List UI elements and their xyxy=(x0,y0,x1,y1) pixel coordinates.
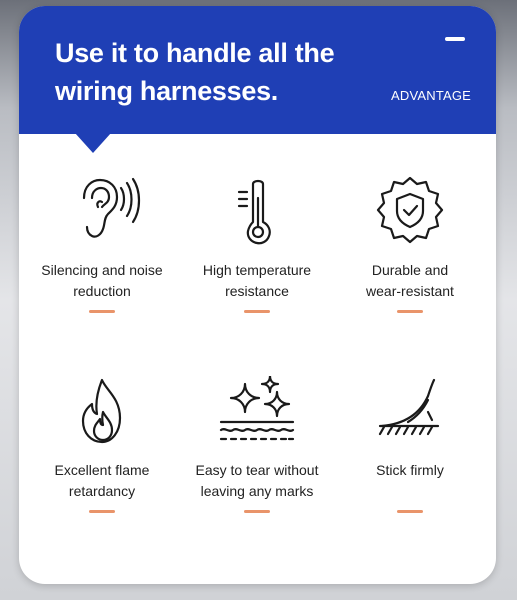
feature-label xyxy=(177,260,337,302)
minus-icon xyxy=(445,37,465,41)
shield-badge-icon xyxy=(370,176,450,248)
feature-easy-tear xyxy=(177,376,337,513)
thermometer-icon xyxy=(217,176,297,248)
feature-high-temperature xyxy=(177,176,337,313)
header-banner xyxy=(19,6,496,134)
advantage-tag: ADVANTAGE xyxy=(391,88,472,103)
feature-label xyxy=(330,260,490,302)
feature-label xyxy=(177,460,337,502)
page-title xyxy=(55,34,355,110)
feature-label-line1: High temperature xyxy=(202,262,312,278)
accent-dash xyxy=(397,310,423,313)
header-pointer xyxy=(75,133,111,153)
accent-dash xyxy=(89,510,115,513)
feature-label-line2: reduction xyxy=(73,283,131,299)
adhesion-icon xyxy=(370,376,450,448)
feature-label-line2: resistance xyxy=(225,283,289,299)
flame-icon xyxy=(62,376,142,448)
accent-dash xyxy=(244,310,270,313)
feature-stick-firmly xyxy=(330,376,490,513)
feature-durable xyxy=(330,176,490,313)
feature-label-line2: leaving any marks xyxy=(200,483,314,499)
feature-label-line1: Durable and xyxy=(371,262,449,278)
feature-silencing xyxy=(22,176,182,313)
title-line-1: Use it to handle all the xyxy=(55,38,335,68)
feature-label-line2: retardancy xyxy=(68,483,136,499)
sparkle-surface-icon xyxy=(217,376,297,448)
accent-dash xyxy=(244,510,270,513)
accent-dash xyxy=(397,510,423,513)
feature-label-line1: Excellent flame xyxy=(54,462,150,478)
feature-flame-retardancy xyxy=(22,376,182,513)
feature-label-line1: Stick firmly xyxy=(376,462,444,478)
feature-label xyxy=(330,460,490,481)
accent-dash xyxy=(89,310,115,313)
feature-label xyxy=(22,260,182,302)
ear-sound-icon xyxy=(62,176,142,248)
feature-label xyxy=(22,460,182,502)
advantage-card xyxy=(19,6,496,584)
feature-label-line1: Easy to tear without xyxy=(195,462,319,478)
feature-label-line2: wear-resistant xyxy=(366,283,454,299)
title-line-2: wiring harnesses. xyxy=(55,76,278,106)
feature-label-line1: Silencing and noise xyxy=(41,262,163,278)
